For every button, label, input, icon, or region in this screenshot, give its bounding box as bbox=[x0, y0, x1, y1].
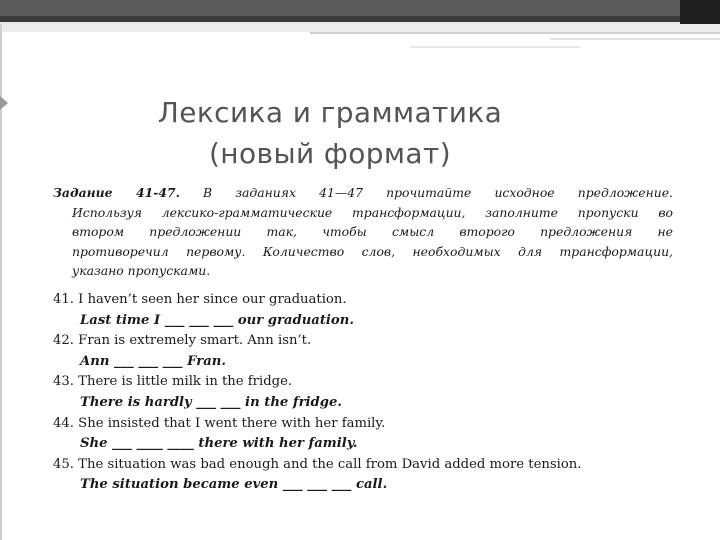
exercise-transformation: She ___ ____ ____ there with her family. bbox=[80, 436, 358, 452]
decor-stripe bbox=[0, 24, 720, 32]
top-decor-bar bbox=[0, 0, 720, 24]
exercise-transformation: Ann ___ ___ ___ Fran. bbox=[80, 353, 226, 369]
title-line-1: Лексика и грамматика bbox=[157, 96, 503, 129]
exercise-sentence: 44. She insisted that I went there with her family. bbox=[53, 415, 386, 431]
title-line-2: (новый формат) bbox=[208, 137, 452, 170]
top-mid-band bbox=[0, 0, 720, 16]
slide-title bbox=[130, 92, 530, 174]
decor-stripes bbox=[0, 24, 720, 54]
exercise-sentence: 45. The situation was bad enough and the call from David added more tension. bbox=[53, 456, 582, 472]
exercise-transformation: Last time I ___ ___ ___ our graduation. bbox=[80, 312, 354, 328]
exercise-sentence: 42. Fran is extremely smart. Ann isn’t. bbox=[53, 333, 312, 349]
task-lead: Задание 41-47. bbox=[53, 185, 180, 200]
title-marker-arrow-icon bbox=[0, 96, 8, 110]
top-corner-block bbox=[680, 0, 720, 24]
exercise-sentence: 41. I haven’t seen her since our graduation. bbox=[53, 292, 347, 307]
exercise-transformation: There is hardly ___ ___ in the fridge. bbox=[80, 394, 342, 410]
task-text: В заданиях 41—47 прочитайте исходное предложение. bbox=[179, 185, 673, 200]
task-line: противоречил первому. Количество слов, необходимых для трансформации, bbox=[72, 243, 673, 259]
task-line bbox=[53, 183, 673, 203]
decor-stripe bbox=[410, 46, 580, 48]
exercise-sentence: 43. There is little milk in the fridge. bbox=[53, 374, 293, 390]
exercise-transformation: The situation became even ___ ___ ___ call. bbox=[80, 477, 388, 493]
decor-stripe bbox=[550, 38, 720, 40]
exercise-list bbox=[53, 290, 673, 496]
task-instructions bbox=[53, 183, 673, 281]
task-line: Используя лексико-грамматические трансформации, заполните пропуски во bbox=[72, 204, 673, 220]
task-line: указано пропусками. bbox=[72, 263, 211, 278]
task-line: втором предложении так, чтобы смысл второго предложения не bbox=[72, 224, 673, 239]
decor-stripe bbox=[310, 32, 720, 34]
